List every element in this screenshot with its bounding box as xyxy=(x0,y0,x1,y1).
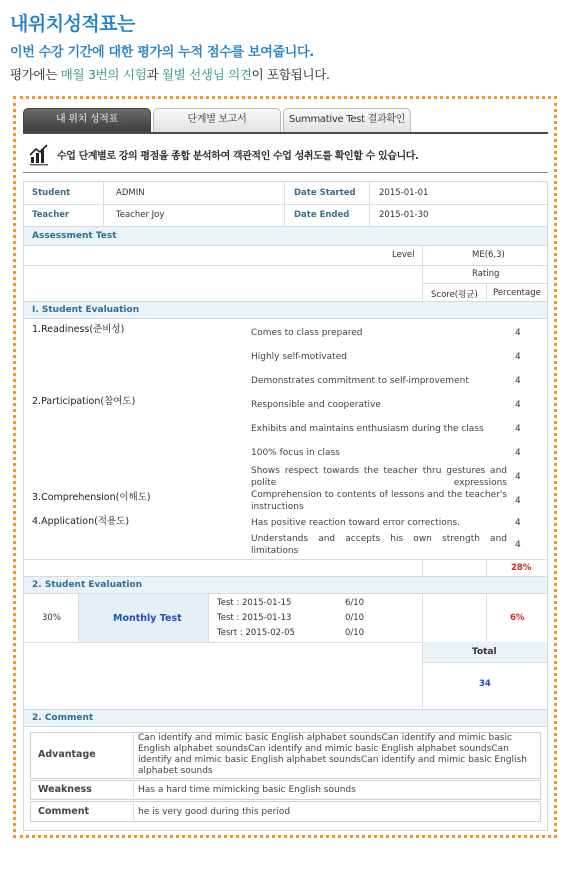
evaluation-item: 100% focus in class xyxy=(251,448,340,458)
divider xyxy=(103,182,104,226)
total-label: Total xyxy=(472,647,497,657)
evaluation-score: 4 xyxy=(515,376,521,386)
date-started-label: Date Started xyxy=(294,188,356,198)
test-date: Test : 2015-01-13 xyxy=(217,613,292,623)
evaluation-score: 4 xyxy=(515,472,521,482)
divider xyxy=(422,246,423,302)
tab-summative-test[interactable]: Summative Test 결과확인 xyxy=(283,108,411,132)
divider xyxy=(422,662,547,663)
test-score: 0/10 xyxy=(345,628,365,638)
weakness-text: Has a hard time mimicking basic English sounds xyxy=(138,785,356,795)
guide-text: 수업 단계별로 강의 평점을 종합 분석하여 객관적인 수업 성취도를 확인할 수 있습니다. xyxy=(57,151,419,162)
divider xyxy=(486,594,487,642)
divider xyxy=(24,265,547,266)
test-score: 0/10 xyxy=(345,613,365,623)
tab-underline xyxy=(23,132,548,134)
evaluation-item: Has positive reaction toward error corrections. xyxy=(251,518,461,528)
weakness-label: Weakness xyxy=(38,784,92,795)
teacher-label: Teacher xyxy=(32,210,70,220)
tab-bar xyxy=(23,108,548,132)
evaluation-item: Highly self-motivated xyxy=(251,352,347,362)
page-subtitle: 이번 수강 기간에 대한 평가의 누적 점수를 보여줍니다. xyxy=(10,45,314,60)
evaluation-score: 4 xyxy=(515,448,521,458)
percentage-label: Percentage xyxy=(493,288,541,298)
divider xyxy=(422,594,423,642)
test-date: Tesrt : 2015-02-05 xyxy=(217,628,295,638)
category-readiness: 1.Readiness(준비성) xyxy=(32,324,125,335)
evaluation-score: 4 xyxy=(515,424,521,434)
evaluation2-weight: 30% xyxy=(42,613,61,623)
evaluation-score: 4 xyxy=(515,352,521,362)
category-comprehension: 3.Comprehension(이해도) xyxy=(32,492,151,503)
assessment-title: Assessment Test xyxy=(32,231,117,241)
page-title: 내위치성적표는 xyxy=(10,13,135,35)
divider xyxy=(208,594,209,642)
desc-text: 평가에는 xyxy=(10,67,61,82)
evaluation1-percentage: 28% xyxy=(511,563,532,573)
tab-my-report[interactable]: 내 위치 성적표 xyxy=(23,108,151,132)
level-label: Level xyxy=(392,250,415,260)
tab-step-report[interactable]: 단계별 보고서 xyxy=(153,108,281,132)
student-label: Student xyxy=(32,188,71,198)
test-score: 6/10 xyxy=(345,598,365,608)
report-frame xyxy=(13,96,557,838)
comment-label: Comment xyxy=(38,806,90,817)
evaluation1-title: I. Student Evaluation xyxy=(32,305,140,315)
evaluation-score: 4 xyxy=(515,400,521,410)
evaluation-item: Demonstrates commitment to self-improvement xyxy=(251,376,469,386)
report-table xyxy=(23,181,548,831)
divider xyxy=(133,801,134,822)
evaluation-score: 4 xyxy=(515,496,521,506)
divider xyxy=(133,732,134,779)
comment-band xyxy=(24,709,547,727)
category-participation: 2.Participation(참여도) xyxy=(32,396,136,407)
date-ended-value: 2015-01-30 xyxy=(379,210,429,220)
divider xyxy=(24,559,547,560)
score-label: Score(평균) xyxy=(431,290,478,300)
evaluation-item: Exhibits and maintains enthusiasm during the class xyxy=(251,424,484,434)
advantage-label: Advantage xyxy=(38,749,96,760)
rating-label: Rating xyxy=(472,269,500,279)
divider xyxy=(133,780,134,800)
test-date: Test : 2015-01-15 xyxy=(217,598,292,608)
level-value: ME(6,3) xyxy=(472,250,505,260)
divider xyxy=(284,182,285,226)
divider xyxy=(23,172,548,173)
desc-text: 이 포함됩니다. xyxy=(251,67,330,82)
evaluation-item: Shows respect towards the teacher thru gestures and polite expressions xyxy=(251,466,507,488)
total-value: 34 xyxy=(479,679,491,689)
divider xyxy=(369,182,370,226)
desc-text: 과 xyxy=(146,67,162,82)
evaluation-item: Comes to class prepared xyxy=(251,328,363,338)
guide-banner xyxy=(29,143,549,167)
monthly-test-link[interactable]: Monthly Test xyxy=(113,613,182,624)
desc-highlight-monthly: 매월 3번의 시험 xyxy=(60,67,147,82)
date-ended-label: Date Ended xyxy=(294,210,350,220)
evaluation-score: 4 xyxy=(515,540,521,550)
desc-highlight-teacher: 월별 선생님 의견 xyxy=(161,67,252,82)
comment-text: he is very good during this period xyxy=(138,807,291,817)
evaluation-score: 4 xyxy=(515,518,521,528)
divider xyxy=(422,283,547,284)
evaluation-score: 4 xyxy=(515,328,521,338)
divider xyxy=(78,594,79,642)
bar-chart-icon xyxy=(29,143,49,167)
advantage-text: Can identify and mimic basic English alphabet soundsCan identify and mimic basic English alphabet soundsCan identify and mimic basic English alphabet soundsCan identify and mimic basic English alphabet soundsCan identify and mimic basic English alphabet sounds xyxy=(138,733,527,776)
comment-title: 2. Comment xyxy=(32,713,94,723)
divider xyxy=(422,559,423,576)
evaluation-item: Responsible and cooperative xyxy=(251,400,381,410)
evaluation2-title: 2. Student Evaluation xyxy=(32,580,143,590)
evaluation-item: Comprehension to contents of lessons and the teacher's instructions xyxy=(251,490,507,512)
page-description xyxy=(10,65,330,83)
divider xyxy=(486,283,487,302)
divider xyxy=(422,642,423,709)
student-value: ADMIN xyxy=(116,188,145,198)
evaluation-item: Understands and accepts his own strength and limitations xyxy=(251,534,507,556)
category-application: 4.Application(적용도) xyxy=(32,516,130,527)
teacher-value: Teacher Joy xyxy=(116,210,165,220)
evaluation2-percentage: 6% xyxy=(510,613,525,623)
date-started-value: 2015-01-01 xyxy=(379,188,429,198)
divider xyxy=(486,559,487,576)
